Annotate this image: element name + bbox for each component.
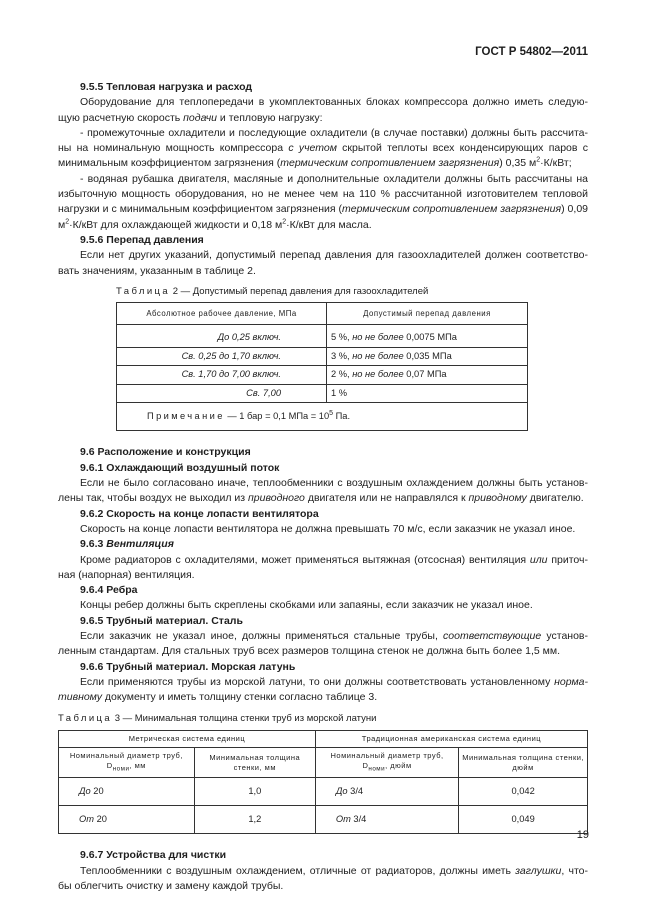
paragraph: Если не было согласовано иначе, теплообменники с воздушным охлаждением должны быть установ-лены так, чтобы воздух не выходил из приводного двигателя или не направлялся к приводному двигателю. <box>58 477 588 505</box>
table-header: Минимальная толщина стенки, дюйм <box>459 747 588 778</box>
table-note-row <box>117 403 528 431</box>
section-title: 9.6.7 Устройства для чистки <box>80 849 227 862</box>
paragraph: Если заказчик не указал иное, должны применяться стальные трубы, соответствующие установ-ленным стандартам. Для стальных труб всех размеров толщина стенок не должна быть более 1,5 мм. <box>58 630 588 658</box>
table-header: Номинальный диаметр труб, $D_{номи}$, мм <box>59 747 195 778</box>
table-row: До 20 1,0 До 3/4 0,042 <box>59 778 588 806</box>
table-3 <box>58 730 588 835</box>
page-number: 19 <box>576 829 589 841</box>
table-row: Св. 0,25 до 1,70 включ. 3 %, но не более 0,035 МПа <box>117 347 528 366</box>
paragraph: Теплообменники с воздушным охлаждением, отличные от радиаторов, должны иметь заглушки, что-бы облегчить очистку и замену каждой трубы. <box>58 864 588 892</box>
section-title: 9.6.1 Охлаждающий воздушный поток <box>80 461 280 474</box>
section-title: 9.5.5 Тепловая нагрузка и расход <box>80 81 253 93</box>
table-caption: Таблица 3 — Минимальная толщина стенки труб из морской латуни <box>58 712 377 724</box>
section-title: 9.6.6 Трубный материал. Морская латунь <box>80 660 296 673</box>
table-row: До 0,25 включ. 5 %, но не более 0,0075 МПа <box>117 325 528 348</box>
section-title: 9.6.2 Скорость на конце лопасти вентилятора <box>80 507 319 520</box>
table-row: Св. 1,70 до 7,00 включ. 2 %, но не более 0,07 МПа <box>117 366 528 385</box>
table-header: Допустимый перепад давления <box>327 303 528 325</box>
table-2 <box>116 302 528 431</box>
table-caption: Таблица 2 — Допустимый перепад давления для газоохладителей <box>116 285 429 297</box>
table-group-header: Метрическая система единиц <box>59 730 316 747</box>
section-title: 9.6.5 Трубный материал. Сталь <box>80 614 243 627</box>
paragraph: Скорость на конце лопасти вентилятора не должна превышать 70 м/с, если заказчик не указал иное. <box>80 522 576 535</box>
standard-number: ГОСТ Р 54802—2011 <box>475 46 588 58</box>
section-title: 9.6.4 Ребра <box>80 584 138 597</box>
paragraph: Кроме радиаторов с охладителями, может применяться вытяжная (отсосная) вентиляция или приточ-ная (напорная) вентиляция. <box>58 553 588 581</box>
table-header: Минимальная толщина стенки, мм <box>194 747 315 778</box>
document-body <box>58 80 588 894</box>
table-row: От 20 1,2 От 3/4 0,049 <box>59 806 588 834</box>
table-header: Абсолютное рабочее давление, МПа <box>117 303 327 325</box>
paragraph: Концы ребер должны быть скреплены скобками или запаяны, если заказчик не указал иное. <box>80 599 533 612</box>
paragraph: - водяная рубашка двигателя, масляные и дополнительные охладители должны быть рассчитаны на избыточную мощность оборудования, но не менее чем на 110 % рассчитанной изготовителем тепловой нагрузки и с минимальным коэффициентом загрязнения (термическим сопротивлением загрязнения) 0,09 $м^2\cdot К$/кВт для охлаждающей жидкости и 0,18 $м^2\cdot К$/кВт для масла. <box>58 172 588 231</box>
section-title: 9.6.3 Вентиляция <box>80 538 174 551</box>
table-note: Примечание — 1 бар = 0,1 МПа = $10^5$ Па. <box>117 403 528 431</box>
paragraph: Оборудование для теплопередачи в укомплектованных блоках компрессора должно иметь следую-щую расчетную скорость подачи и тепловую нагрузку: <box>58 96 588 124</box>
table-group-header: Традиционная американская система единиц <box>315 730 587 747</box>
paragraph: Если применяются трубы из морской латуни, то они должны соответствовать установленному норма-тивному документу и иметь толщину стенки согласно таблице 3. <box>58 675 588 704</box>
paragraph: - промежуточные охладители и последующие охладители (в случае поставки) должны быть рассчита-ны на номинальную мощность компрессора с учетом скрытой теплоты всех конденсирующих паров с минимальным коэффициентом загрязнения (термическим сопротивлением загрязнения) 0,35 $м^2\cdot К$/кВт; <box>58 126 588 170</box>
table-row: Св. 7,00 1 % <box>117 384 528 403</box>
section-title: 9.5.6 Перепад давления <box>80 233 204 246</box>
section-title: 9.6 Расположение и конструкция <box>80 446 251 459</box>
table-header: Номинальный диаметр труб, $D_{номи}$, дюйм <box>315 747 458 778</box>
paragraph: Если нет других указаний, допустимый перепад давления для газоохладителей должен соответство-вать значениям, указанным в таблице 2. <box>58 249 588 277</box>
